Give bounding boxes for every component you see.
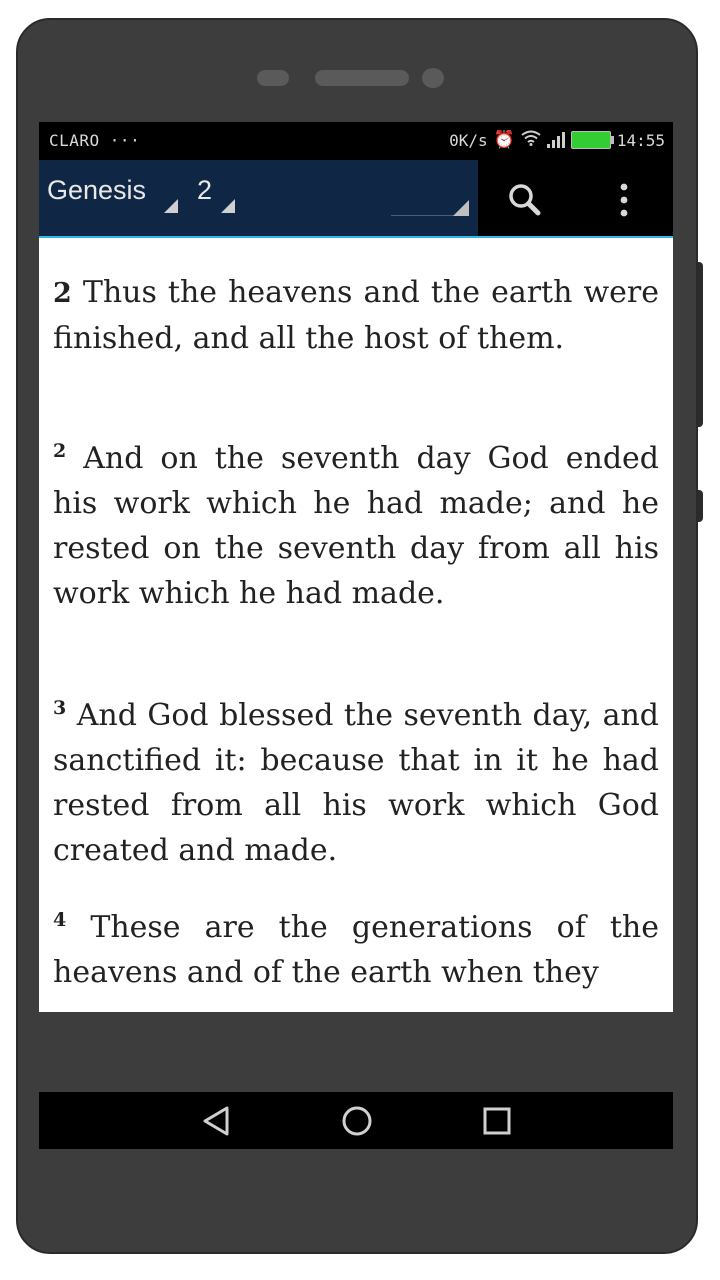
book-spinner[interactable] bbox=[47, 175, 146, 206]
carrier-label: CLARO ··· bbox=[49, 131, 141, 150]
chapter-spinner[interactable] bbox=[197, 175, 212, 206]
home-button[interactable] bbox=[337, 1102, 377, 1140]
verse-number: 2 bbox=[53, 440, 67, 462]
verse-paragraph bbox=[53, 436, 659, 616]
recents-icon bbox=[480, 1104, 514, 1138]
verse-text: And on the seventh day God ended his work which he had made; and he rested on the seventh day from all his work which he had made. bbox=[53, 441, 659, 611]
earpiece-speaker bbox=[315, 70, 409, 86]
book-label: Genesis bbox=[47, 175, 147, 205]
front-camera bbox=[422, 68, 444, 88]
verse-text: Thus the heavens and the earth were finished, and all the host of them. bbox=[53, 275, 659, 356]
verse-paragraph bbox=[53, 905, 659, 995]
recents-button[interactable] bbox=[477, 1102, 517, 1140]
spinner-arrow-icon bbox=[164, 199, 178, 213]
back-icon bbox=[200, 1104, 234, 1138]
verse-paragraph bbox=[53, 693, 659, 873]
clock: 14:55 bbox=[616, 130, 665, 150]
overflow-menu-icon bbox=[614, 180, 634, 220]
bottom-panel bbox=[39, 1012, 673, 1092]
verse-text: These are the generations of the heavens and of the earth when they bbox=[53, 910, 659, 990]
verse-spinner[interactable] bbox=[391, 200, 469, 214]
status-bar bbox=[39, 122, 673, 160]
search-icon bbox=[503, 178, 547, 222]
action-bar bbox=[39, 160, 673, 238]
wifi-icon bbox=[521, 130, 541, 150]
verse-reader[interactable] bbox=[39, 238, 673, 1094]
verse-number: 4 bbox=[53, 909, 67, 931]
chapter-label: 2 bbox=[197, 175, 213, 205]
chapter-number: 2 bbox=[53, 278, 72, 309]
overflow-menu-button[interactable] bbox=[600, 176, 648, 224]
verse-paragraph bbox=[53, 270, 659, 361]
proximity-sensor bbox=[257, 70, 289, 86]
navigation-spinners bbox=[39, 160, 478, 238]
phone-screen bbox=[39, 122, 673, 1149]
back-button[interactable] bbox=[197, 1102, 237, 1140]
system-navigation-bar bbox=[39, 1092, 673, 1149]
alarm-icon: ⏰ bbox=[493, 130, 515, 150]
home-icon bbox=[340, 1104, 374, 1138]
spinner-arrow-icon bbox=[453, 200, 469, 216]
signal-icon bbox=[547, 132, 565, 148]
search-button[interactable] bbox=[501, 176, 549, 224]
verse-number: 3 bbox=[53, 697, 67, 719]
verse-text: And God blessed the seventh day, and sanctified it: because that in it he had rested from all his work which God created and made. bbox=[53, 698, 659, 868]
battery-icon bbox=[571, 131, 611, 149]
network-speed: 0K/s bbox=[449, 130, 488, 150]
spinner-arrow-icon bbox=[221, 199, 235, 213]
